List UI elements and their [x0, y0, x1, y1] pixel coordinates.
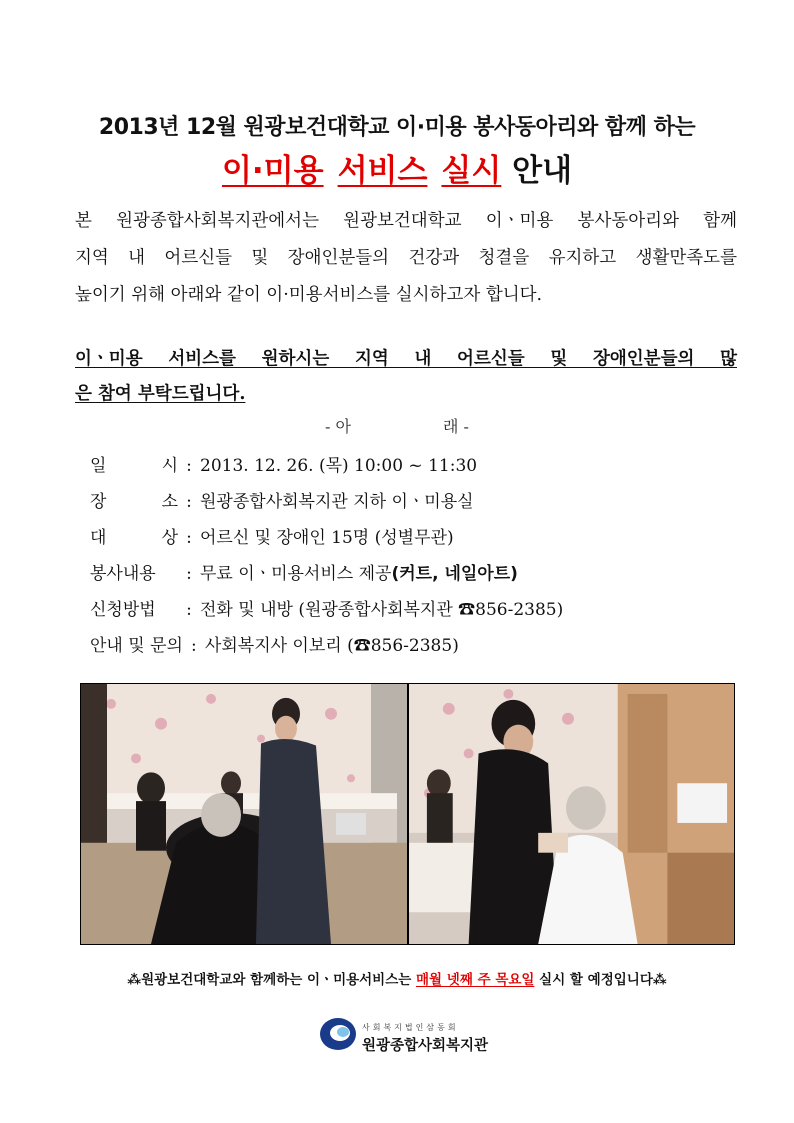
request-line: 이ㆍ미용 서비스를 원하시는 지역 내 어르신들 및 장애인분들의 많	[75, 349, 737, 369]
photo-strip	[80, 683, 735, 945]
title-suffix: 안내	[512, 153, 573, 189]
organization-logo	[318, 1014, 518, 1056]
intro-line: 본 원광종합사회복지관에서는 원광보건대학교 이ㆍ미용 봉사동아리와 함께	[75, 211, 737, 231]
request-paragraph	[75, 342, 737, 412]
detail-value: 어르신 및 장애인 15명 (성별무관)	[200, 528, 454, 548]
below-heading: - 아 래 -	[325, 417, 469, 436]
details-list	[90, 452, 563, 668]
title-line2	[0, 145, 794, 190]
photo-haircut-1	[81, 684, 409, 944]
request-line: 은 참여 부탁드립니다.	[75, 384, 246, 404]
detail-value: 2013. 12. 26. (목) 10:00 ~ 11:30	[200, 456, 478, 476]
photo-haircut-2	[409, 684, 734, 944]
schedule-note: ⁂원광보건대학교와 함께하는 이ㆍ미용서비스는 매월 넷째 주 목요일 실시 할 예정입니다⁂	[127, 972, 667, 988]
logo-subtitle: 사회복지법인삼동회	[362, 1023, 459, 1032]
intro-paragraph	[75, 203, 737, 314]
detail-row-place: 장 소 : 원광종합사회복지관 지하 이ㆍ미용실	[90, 488, 563, 524]
detail-label: 대 상	[90, 528, 178, 548]
detail-row-content: 봉사내용 : 무료 이ㆍ미용서비스 제공 (커트, 네일아트)	[90, 560, 563, 596]
intro-line: 지역 내 어르신들 및 장애인분들의 건강과 청결을 유지하고 생활만족도를	[75, 248, 737, 268]
detail-value-bold: (커트, 네일아트)	[391, 564, 518, 584]
detail-value: 사회복지사 이보리 (☎856-2385)	[204, 636, 459, 656]
logo-name: 원광종합사회복지관	[362, 1038, 489, 1054]
title-line1: 2013년 12월 원광보건대학교 이·미용 봉사동아리와 함께 하는	[98, 115, 696, 140]
title-highlight: 이·미용 서비스 실시	[221, 153, 502, 189]
circle-logo-icon	[318, 1014, 362, 1056]
detail-label: 장 소	[90, 492, 178, 512]
intro-line: 높이기 위해 아래와 같이 이·미용서비스를 실시하고자 합니다.	[75, 285, 543, 305]
detail-row-contact: 안내 및 문의 : 사회복지사 이보리 (☎856-2385)	[90, 632, 563, 668]
detail-value: 원광종합사회복지관 지하 이ㆍ미용실	[200, 492, 474, 512]
detail-value: 전화 및 내방 (원광종합사회복지관 ☎856-2385)	[200, 600, 564, 620]
detail-row-date: 일 시 : 2013. 12. 26. (목) 10:00 ~ 11:30	[90, 452, 563, 488]
detail-row-apply: 신청방법 : 전화 및 내방 (원광종합사회복지관 ☎856-2385)	[90, 596, 563, 632]
detail-value: 무료 이ㆍ미용서비스 제공	[200, 564, 392, 584]
detail-row-target: 대 상 : 어르신 및 장애인 15명 (성별무관)	[90, 524, 563, 560]
schedule-highlight: 매월 넷째 주 목요일	[416, 972, 535, 988]
detail-label: 안내 및 문의	[90, 636, 183, 656]
detail-label: 일 시	[90, 456, 178, 476]
detail-label: 봉사내용	[90, 564, 156, 584]
detail-label: 신청방법	[90, 600, 156, 620]
